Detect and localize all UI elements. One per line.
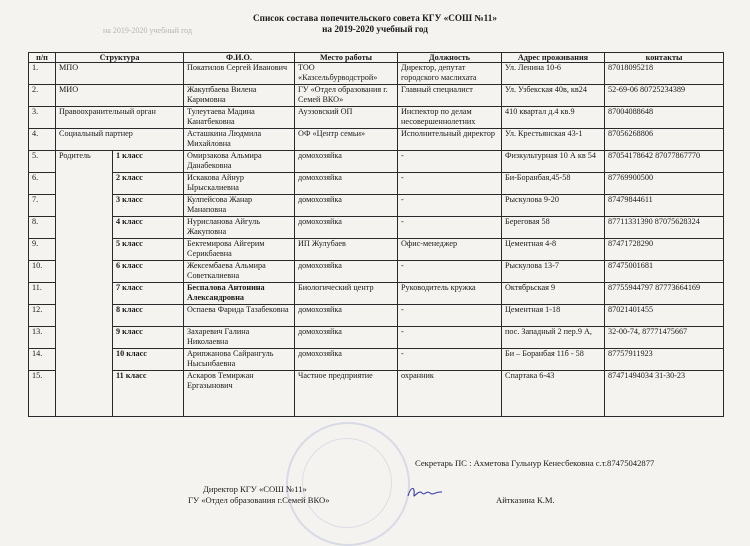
row-address: Ул. Крестьянская 43-1	[502, 129, 605, 151]
faint-ghost-text: на 2019-2020 учебный год	[103, 26, 192, 35]
table-row	[29, 129, 724, 151]
table-header-row	[29, 53, 724, 63]
row-structure: МИО	[56, 85, 184, 107]
director-title-line-1: Директор КГУ «СОШ №11»	[203, 484, 307, 494]
row-work: домохозяйка	[295, 327, 398, 349]
row-class: 1 класс	[113, 151, 184, 173]
row-num: 14.	[29, 349, 56, 371]
secretary-line: Секретарь ПС : Ахметова Гульнур Кенесбековна с.т.87475042877	[415, 458, 655, 468]
row-address: Физкультурная 10 А кв 54	[502, 151, 605, 173]
row-num: 10.	[29, 261, 56, 283]
row-class: 2 класс	[113, 173, 184, 195]
row-address: Октябрьская 9	[502, 283, 605, 305]
row-position: Инспектор по делам несовершеннолетних	[398, 107, 502, 129]
table-row	[29, 85, 724, 107]
row-num: 5.	[29, 151, 56, 173]
row-fio: Нурисланова Айгуль Жакуповна	[184, 217, 295, 239]
row-work: ИП Жулубаев	[295, 239, 398, 261]
header-work: Место работы	[295, 53, 398, 63]
row-address: Ул. Узбекская 40в, кв24	[502, 85, 605, 107]
header-fio: Ф.И.О.	[184, 53, 295, 63]
row-work: домохозяйка	[295, 349, 398, 371]
row-address: 410 квартал д.4 кв.9	[502, 107, 605, 129]
row-contacts: 87475001681	[605, 261, 724, 283]
table-row	[29, 239, 724, 261]
row-contacts: 87479844611	[605, 195, 724, 217]
row-address: Би – Боранбая 11б - 58	[502, 349, 605, 371]
row-fio: Искакова Айнур Ырыскалиевна	[184, 173, 295, 195]
row-structure: Правоохранительный орган	[56, 107, 184, 129]
row-address: Цементная 1-18	[502, 305, 605, 327]
row-address: Спартака 6-43	[502, 371, 605, 417]
row-fio: Жексембаева Альмира Советкалиевна	[184, 261, 295, 283]
row-fio: Бектемирова Айгерим Серикбаевна	[184, 239, 295, 261]
row-contacts: 52-69-06 80725234389	[605, 85, 724, 107]
director-title-line-2: ГУ «Отдел образования г.Семей ВКО»	[188, 495, 330, 505]
row-work: Биологический центр	[295, 283, 398, 305]
row-position: -	[398, 261, 502, 283]
signature-mark	[405, 483, 445, 501]
row-fio: Аскаров Темиржан Ергазынович	[184, 371, 295, 417]
row-num: 9.	[29, 239, 56, 261]
row-work: домохозяйка	[295, 151, 398, 173]
row-class: 8 класс	[113, 305, 184, 327]
row-fio: Тулеутаева Мадина Канатбековна	[184, 107, 295, 129]
row-contacts: 32-00-74, 87771475667	[605, 327, 724, 349]
row-contacts: 87056268806	[605, 129, 724, 151]
header-contacts: контакты	[605, 53, 724, 63]
table-row	[29, 327, 724, 349]
table-row	[29, 63, 724, 85]
row-num: 15.	[29, 371, 56, 417]
row-address: Береговая 58	[502, 217, 605, 239]
row-num: 3.	[29, 107, 56, 129]
row-fio: Жакупбаева Вилена Каримовна	[184, 85, 295, 107]
row-work: ОФ «Центр семьи»	[295, 129, 398, 151]
row-work: ГУ «Отдел образования г. Семей ВКО»	[295, 85, 398, 107]
row-position: охранник	[398, 371, 502, 417]
title-line-2: на 2019-2020 учебный год	[322, 24, 428, 34]
row-class: 3 класс	[113, 195, 184, 217]
row-contacts: 87004088648	[605, 107, 724, 129]
table-row	[29, 349, 724, 371]
row-address: Рыскулова 9-20	[502, 195, 605, 217]
row-num: 8.	[29, 217, 56, 239]
row-fio: Захаревич Галина Николаевна	[184, 327, 295, 349]
table-row	[29, 195, 724, 217]
row-work: домохозяйка	[295, 173, 398, 195]
row-contacts: 87755944797 87773664169	[605, 283, 724, 305]
row-num: 13.	[29, 327, 56, 349]
table-row	[29, 151, 724, 173]
row-work: Ауэзовский ОП	[295, 107, 398, 129]
row-work: домохозяйка	[295, 305, 398, 327]
row-work: домохозяйка	[295, 217, 398, 239]
row-position: Главный специалист	[398, 85, 502, 107]
row-position: Директор, депутат городского маслихата	[398, 63, 502, 85]
row-position: Исполнительный директор	[398, 129, 502, 151]
row-structure: Социальный партнер	[56, 129, 184, 151]
row-fio: Кулпейсова Жанар Манаповна	[184, 195, 295, 217]
table-row	[29, 217, 724, 239]
row-class: 11 класс	[113, 371, 184, 417]
row-structure-parent: Родитель	[56, 151, 113, 417]
row-fio: Оспаева Фарида Тазабековна	[184, 305, 295, 327]
row-num: 6.	[29, 173, 56, 195]
row-fio: Омирзакова Альмира Данабековна	[184, 151, 295, 173]
row-position: Руководитель кружка	[398, 283, 502, 305]
header-structure: Структура	[56, 53, 184, 63]
row-position: -	[398, 195, 502, 217]
row-class: 7 класс	[113, 283, 184, 305]
row-address: Ул. Ленина 10-6	[502, 63, 605, 85]
title-line-1: Список состава попечительского совета КГУ «СОШ №11»	[253, 13, 497, 23]
row-num: 11.	[29, 283, 56, 305]
row-fio: Беспалова Антонина Александровна	[184, 283, 295, 305]
row-contacts: 87471728290	[605, 239, 724, 261]
row-class: 6 класс	[113, 261, 184, 283]
row-class: 4 класс	[113, 217, 184, 239]
header-num: п/п	[29, 53, 56, 63]
row-num: 7.	[29, 195, 56, 217]
row-class: 10 класс	[113, 349, 184, 371]
row-contacts: 87018095218	[605, 63, 724, 85]
document-title	[0, 13, 750, 35]
row-position: -	[398, 151, 502, 173]
table-row	[29, 371, 724, 417]
council-table	[28, 52, 724, 417]
row-position: -	[398, 217, 502, 239]
row-class: 9 класс	[113, 327, 184, 349]
row-position: -	[398, 327, 502, 349]
header-position: Должность	[398, 53, 502, 63]
row-num: 2.	[29, 85, 56, 107]
row-work: домохозяйка	[295, 261, 398, 283]
row-fio: Асташкина Людмила Михайловна	[184, 129, 295, 151]
row-position: -	[398, 349, 502, 371]
table-row	[29, 283, 724, 305]
row-address: Цементная 4-8	[502, 239, 605, 261]
row-work: ТОО «Казсельбурводстрой»	[295, 63, 398, 85]
row-address: пос. Западный 2 пер.9 А,	[502, 327, 605, 349]
table-row	[29, 173, 724, 195]
row-position: Офис-менеджер	[398, 239, 502, 261]
row-position: -	[398, 305, 502, 327]
row-address: Рыскулова 13-7	[502, 261, 605, 283]
row-contacts: 87471494034 31-30-23	[605, 371, 724, 417]
row-num: 1.	[29, 63, 56, 85]
row-contacts: 87021401455	[605, 305, 724, 327]
row-num: 4.	[29, 129, 56, 151]
row-class: 5 класс	[113, 239, 184, 261]
table-row	[29, 305, 724, 327]
table-row	[29, 107, 724, 129]
row-contacts: 87711331390 87075628324	[605, 217, 724, 239]
director-name: Айтказина К.М.	[496, 495, 555, 505]
row-work: домохозяйка	[295, 195, 398, 217]
row-contacts: 87054178642 87077867770	[605, 151, 724, 173]
row-contacts: 87769900500	[605, 173, 724, 195]
row-num: 12.	[29, 305, 56, 327]
row-fio: Покатилов Сергей Иванович	[184, 63, 295, 85]
row-work: Частное предприятие	[295, 371, 398, 417]
row-contacts: 87757911923	[605, 349, 724, 371]
table-row	[29, 261, 724, 283]
row-address: Би-Боранбая,45-58	[502, 173, 605, 195]
row-position: -	[398, 173, 502, 195]
row-structure: МПО	[56, 63, 184, 85]
header-address: Адрес проживания	[502, 53, 605, 63]
row-fio: Арипжанова Сайрангуль Нысынбаевна	[184, 349, 295, 371]
